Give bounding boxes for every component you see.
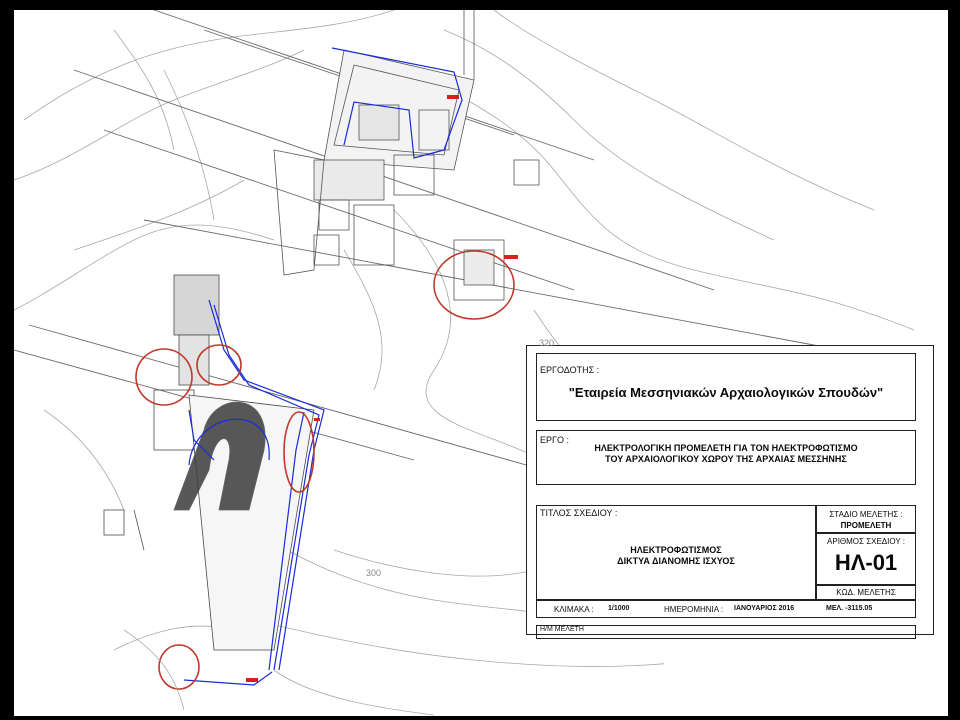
ruin-east (454, 240, 504, 300)
project-line1: ΗΛΕΚΤΡΟΛΟΓΙΚΗ ΠΡΟΜΕΛΕΤΗ ΓΙΑ ΤΟΝ ΗΛΕΚΤΡΟΦΩΤΙΣΜΟ (594, 443, 858, 453)
contour-label-320: 320 (539, 338, 555, 348)
date-label: ΗΜΕΡΟΜΗΝΙΑ : (664, 605, 724, 614)
project-label: ΕΡΓΟ : (540, 435, 569, 445)
agora-complex (274, 10, 539, 275)
drawing-title-line2: ΔΙΚΤΥΑ ΔΙΑΝΟΜΗΣ ΙΣΧΥΟΣ (617, 556, 735, 566)
drawing-sheet (14, 10, 948, 716)
stadium-ruins (104, 275, 314, 650)
drawing-no-value: ΗΛ-01 (834, 550, 898, 575)
code-value: ΜΕΛ. -3115.05 (826, 605, 873, 612)
drawing-title-line1: ΗΛΕΚΤΡΟΦΩΤΙΣΜΟΣ (630, 545, 722, 555)
contour-label-300: 300 (366, 568, 382, 578)
stage-value: ΠΡΟΜΕΛΕΤΗ (840, 521, 892, 530)
date-value: ΙΑΝΟΥΑΡΙΟΣ 2016 (734, 605, 795, 612)
engineer-label: Η/Μ ΜΕΛΕΤΗ (540, 626, 584, 633)
page-edge-patch (664, 640, 948, 716)
client-label: ΕΡΓΟΔΟΤΗΣ : (540, 365, 600, 375)
code-label: ΚΩΔ. ΜΕΛΕΤΗΣ (836, 588, 896, 597)
scale-label: ΚΛΙΜΑΚΑ : (554, 605, 594, 614)
project-line2: ΤΟΥ ΑΡΧΑΙΟΛΟΓΙΚΟΥ ΧΩΡΟΥ ΤΗΣ ΑΡΧΑΙΑΣ ΜΕΣΣΗΝΗΣ (605, 454, 847, 464)
client-name: "Εταιρεία Μεσσηνιακών Αρχαιολογικών Σπουδών" (568, 385, 884, 400)
engineer-row (536, 625, 916, 639)
scale-value: 1/1000 (608, 605, 630, 612)
drawing-title-label: ΤΙΤΛΟΣ ΣΧΕΔΙΟΥ : (540, 508, 618, 518)
stage-label: ΣΤΑΔΙΟ ΜΕΛΕΤΗΣ : (829, 510, 903, 519)
drawing-no-label: ΑΡΙΘΜΟΣ ΣΧΕΔΙΟΥ : (827, 537, 905, 546)
title-block (526, 345, 934, 635)
